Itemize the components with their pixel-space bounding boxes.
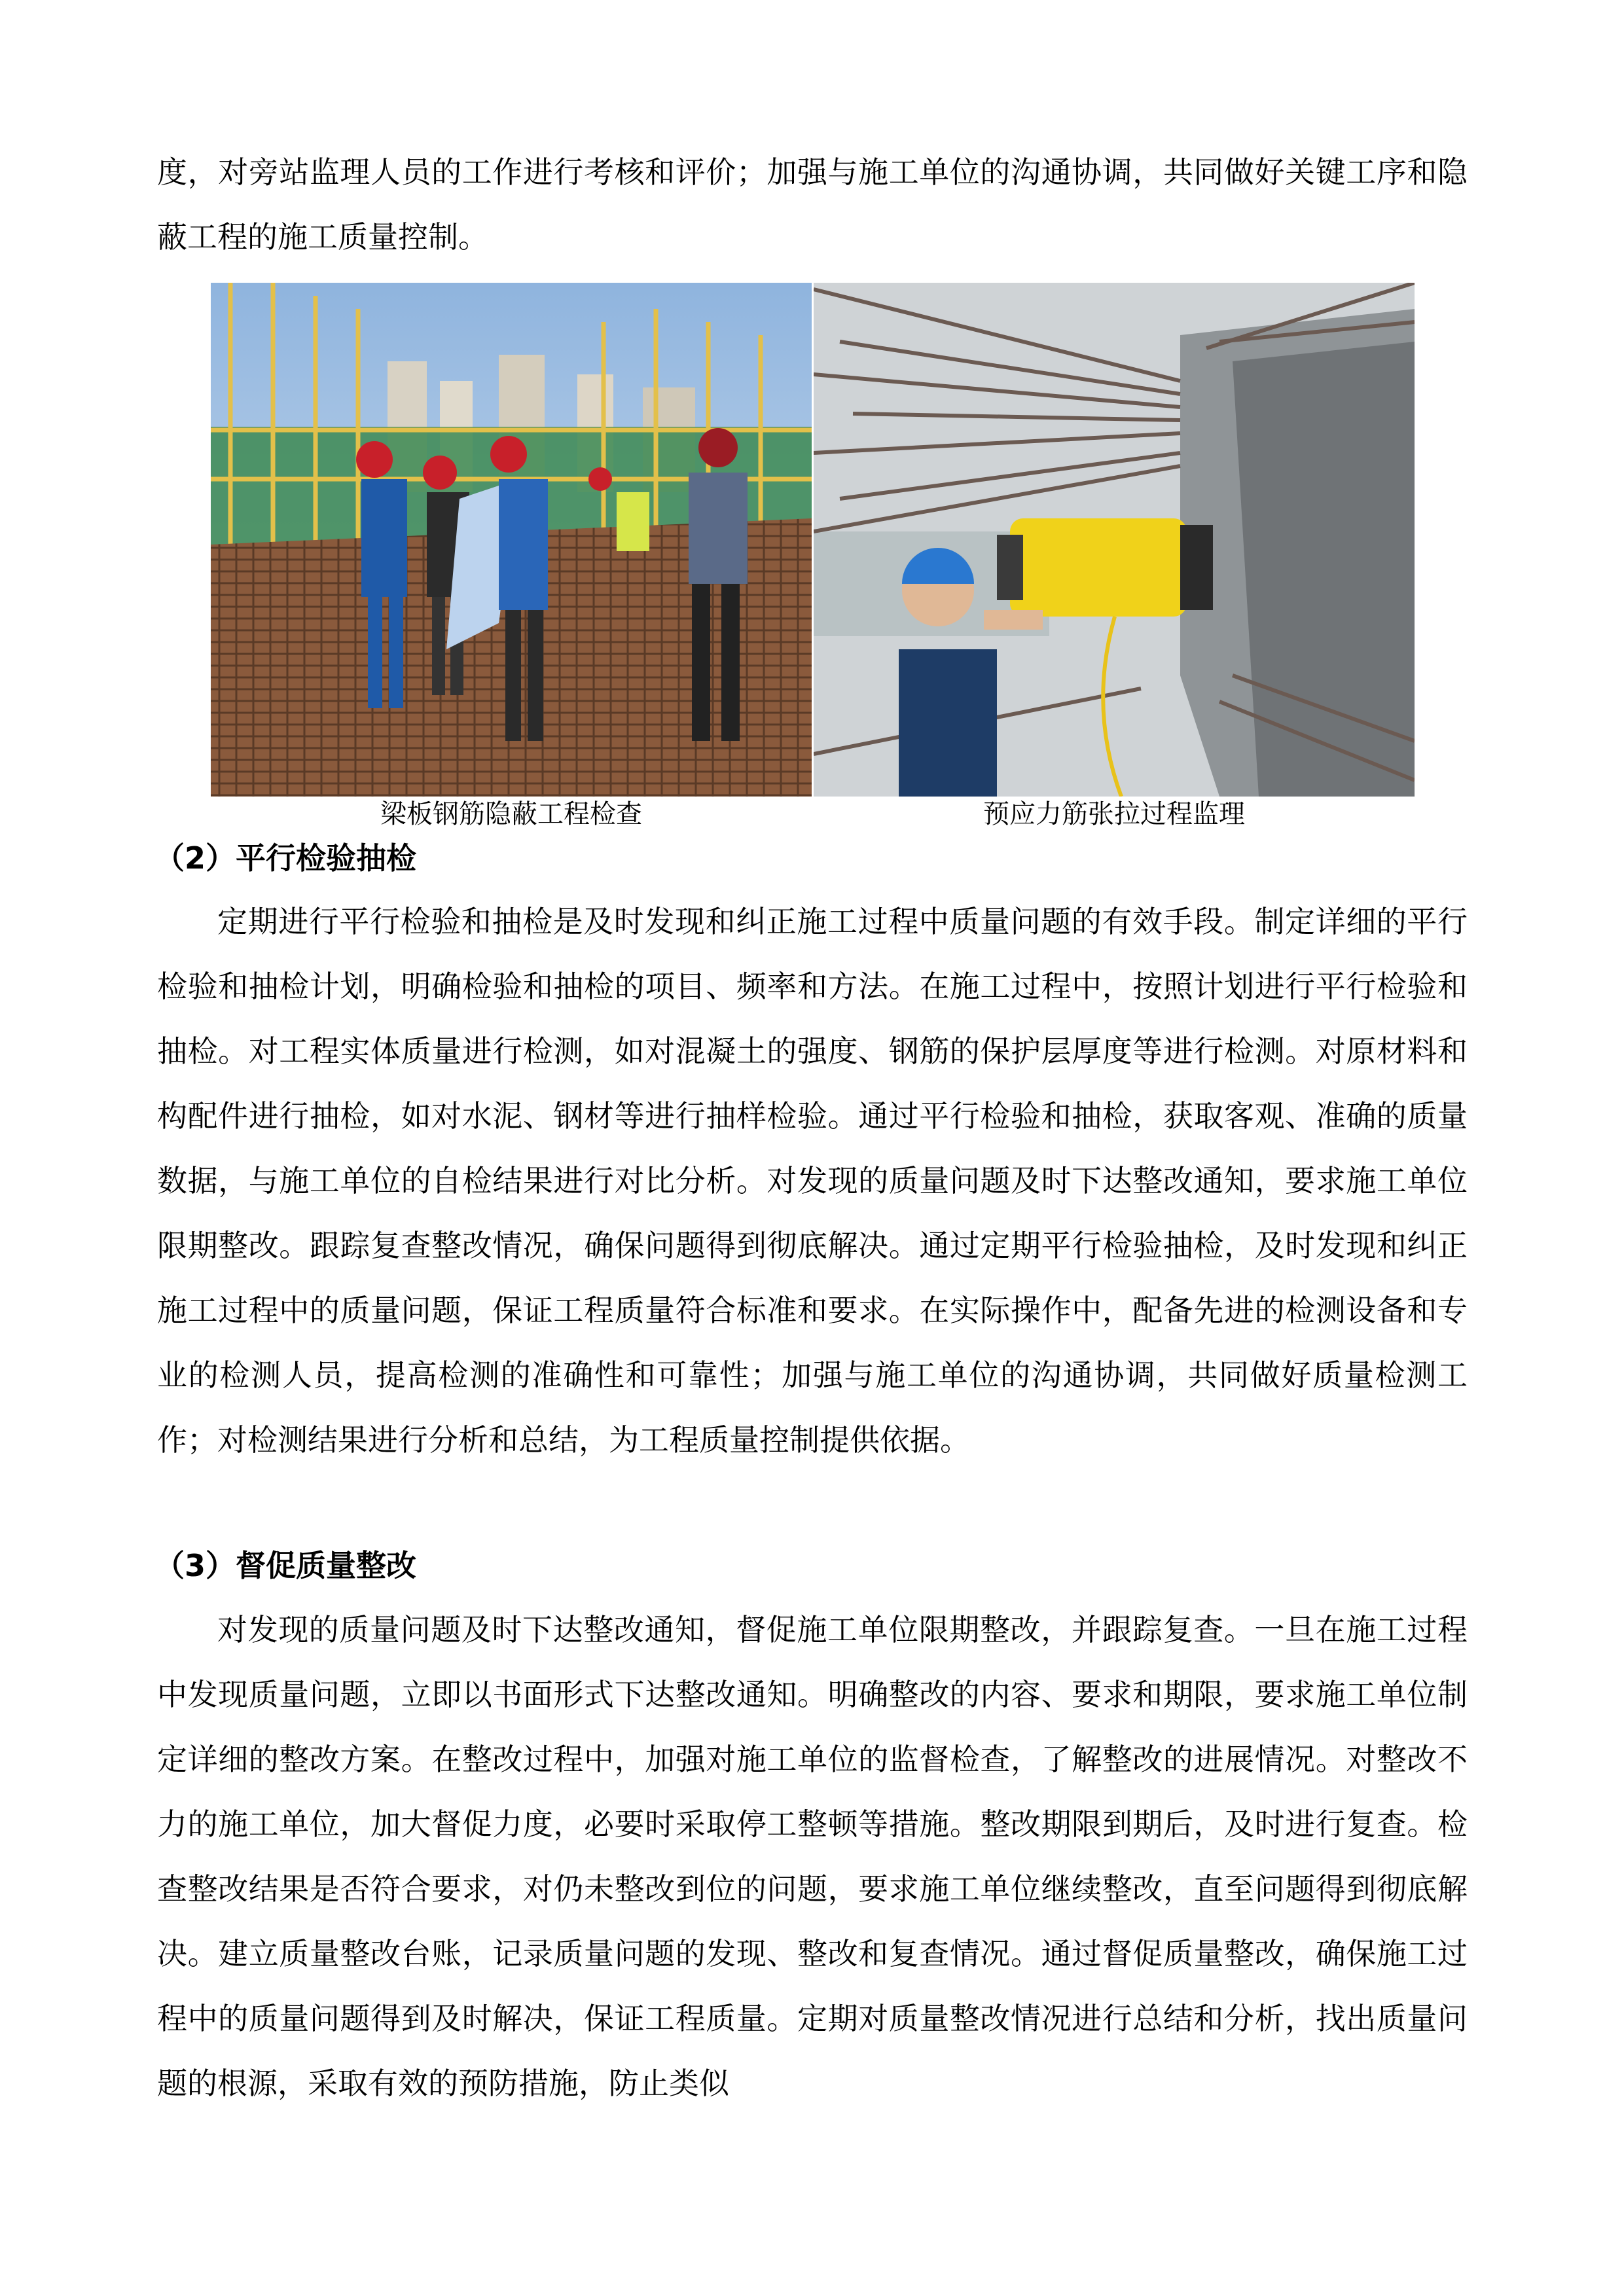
prestress-tensioning-photo — [814, 283, 1415, 797]
intro-paragraph: 度，对旁站监理人员的工作进行考核和评价；加强与施工单位的沟通协调，共同做好关键工序和隐蔽工程的施工质量控制。 — [157, 154, 1468, 255]
rebar-inspection-photo — [211, 283, 812, 797]
section-body-quality-rectification-block — [157, 1598, 1468, 2116]
intro-paragraph-block — [157, 140, 1468, 270]
section-body-parallel-inspection-block — [157, 889, 1468, 1473]
section-heading-parallel-inspection: （2）平行检验抽检 — [154, 840, 417, 876]
figure-caption-right: 预应力筋张拉过程监理 — [983, 799, 1245, 829]
prestress-tensioning-illustration — [814, 283, 1415, 797]
rebar-inspection-illustration — [211, 283, 812, 797]
section-heading-quality-rectification: （3）督促质量整改 — [154, 1548, 417, 1583]
section-body-parallel-inspection: 定期进行平行检验和抽检是及时发现和纠正施工过程中质量问题的有效手段。制定详细的平行检验和抽检计划，明确检验和抽检的项目、频率和方法。在施工过程中，按照计划进行平行检验和抽检。对工程实体质量进行检测，如对混凝土的强度、钢筋的保护层厚度等进行检测。对原材料和构配件进行抽检，如对水泥、钢材等进行抽样检验。通过平行检验和抽检，获取客观、准确的质量数据，与施工单位的自检结果进行对比分析。对发现的质量问题及时下达整改通知，要求施工单位限期整改。跟踪复查整改情况，确保问题得到彻底解决。通过定期平行检验抽检，及时发现和纠正施工过程中的质量问题，保证工程质量符合标准和要求。在实际操作中，配备先进的检测设备和专业的检测人员，提高检测的准确性和可靠性；加强与施工单位的沟通协调，共同做好质量检测工作；对检测结果进行分析和总结，为工程质量控制提供依据。 — [157, 904, 1468, 1458]
figure-caption-left: 梁板钢筋隐蔽工程检查 — [380, 799, 642, 829]
section-body-quality-rectification: 对发现的质量问题及时下达整改通知，督促施工单位限期整改，并跟踪复查。一旦在施工过程中发现质量问题，立即以书面形式下达整改通知。明确整改的内容、要求和期限，要求施工单位制定详细的整改方案。在整改过程中，加强对施工单位的监督检查，了解整改的进展情况。对整改不力的施工单位，加大督促力度，必要时采取停工整顿等措施。整改期限到期后，及时进行复查。检查整改结果是否符合要求，对仍未整改到位的问题，要求施工单位继续整改，直至问题得到彻底解决。建立质量整改台账，记录质量问题的发现、整改和复查情况。通过督促质量整改，确保施工过程中的质量问题得到及时解决，保证工程质量。定期对质量整改情况进行总结和分析，找出质量问题的根源，采取有效的预防措施，防止类似 — [157, 1612, 1468, 2101]
